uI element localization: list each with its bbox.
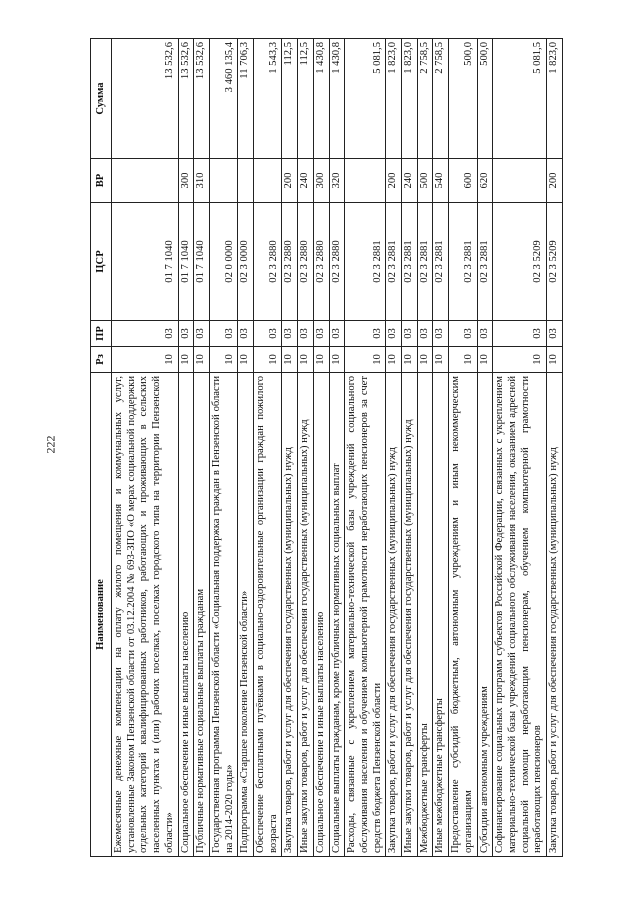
cell-csr: 02 3 2881 (402, 203, 418, 321)
cell-rz: 10 (209, 347, 237, 373)
cell-sum: 1 430,8 (313, 39, 329, 159)
cell-sum: 2 758,5 (417, 39, 433, 159)
cell-name: Обеспечение бесплатными путёвками в социально-оздоровительные организации граждан пожилого возраста (254, 373, 282, 857)
cell-pr: 03 (402, 321, 418, 347)
cell-csr: 01 7 1040 (178, 203, 194, 321)
cell-pr: 03 (477, 321, 493, 347)
cell-vr (209, 159, 237, 203)
table-row (178, 39, 194, 857)
cell-rz: 10 (417, 347, 433, 373)
cell-rz: 10 (433, 347, 449, 373)
table-row (282, 39, 298, 857)
cell-name: Расходы, связанные с укреплением материально-технической базы учреждений социального обслуживания населения и обучением компьютерной грамотности неработающих пенсионеров за счет средств бюджета Пензенской области (345, 373, 386, 857)
table-row (417, 39, 433, 857)
cell-sum: 1 823,0 (547, 39, 563, 159)
cell-sum: 1 823,0 (402, 39, 418, 159)
cell-csr: 02 0 0000 (209, 203, 237, 321)
cell-sum: 112,5 (298, 39, 314, 159)
cell-vr: 310 (194, 159, 210, 203)
cell-vr: 600 (449, 159, 477, 203)
cell-pr: 03 (433, 321, 449, 347)
cell-vr: 320 (329, 159, 345, 203)
cell-pr: 03 (417, 321, 433, 347)
cell-vr (493, 159, 547, 203)
cell-name: Межбюджетные трансферты (417, 373, 433, 857)
cell-name: Закупка товаров, работ и услуг для обеспечения государственных (муниципальных) нужд (547, 373, 563, 857)
cell-sum: 11 706,3 (238, 39, 254, 159)
cell-pr: 03 (254, 321, 282, 347)
cell-vr: 300 (178, 159, 194, 203)
cell-pr: 03 (282, 321, 298, 347)
table-row (449, 39, 477, 857)
cell-csr: 02 3 2881 (433, 203, 449, 321)
cell-vr: 620 (477, 159, 493, 203)
cell-name: Государственная программа Пензенской области «Социальная поддержка граждан в Пензенской области на 2014-2020 годы» (209, 373, 237, 857)
cell-sum: 5 081,5 (493, 39, 547, 159)
cell-rz: 10 (238, 347, 254, 373)
cell-sum: 112,5 (282, 39, 298, 159)
table-row (477, 39, 493, 857)
cell-rz: 10 (493, 347, 547, 373)
cell-vr (254, 159, 282, 203)
cell-csr: 02 3 2881 (386, 203, 402, 321)
cell-vr: 200 (282, 159, 298, 203)
page-number: 222 (43, 435, 58, 454)
cell-pr: 03 (238, 321, 254, 347)
cell-csr: 02 3 2880 (313, 203, 329, 321)
cell-name: Иные закупки товаров, работ и услуг для обеспечения государственных (муниципальных) нужд (298, 373, 314, 857)
cell-pr: 03 (298, 321, 314, 347)
cell-sum: 1 430,8 (329, 39, 345, 159)
cell-name: Иные межбюджетные трансферты (433, 373, 449, 857)
cell-rz: 10 (313, 347, 329, 373)
header-sum: Сумма (91, 39, 112, 159)
cell-sum: 1 543,3 (254, 39, 282, 159)
table-row (386, 39, 402, 857)
cell-vr: 200 (547, 159, 563, 203)
cell-csr: 02 3 2880 (298, 203, 314, 321)
cell-pr: 03 (329, 321, 345, 347)
cell-pr: 03 (386, 321, 402, 347)
table-row (298, 39, 314, 857)
cell-pr: 03 (547, 321, 563, 347)
table-row (194, 39, 210, 857)
cell-rz: 10 (194, 347, 210, 373)
cell-csr: 02 3 2880 (254, 203, 282, 321)
cell-rz: 10 (345, 347, 386, 373)
cell-rz: 10 (298, 347, 314, 373)
table-row (238, 39, 254, 857)
cell-pr: 03 (313, 321, 329, 347)
table-row (313, 39, 329, 857)
cell-rz: 10 (402, 347, 418, 373)
cell-vr: 500 (417, 159, 433, 203)
cell-name: Подпрограмма «Старшее поколение Пензенской области» (238, 373, 254, 857)
cell-csr: 02 3 5209 (493, 203, 547, 321)
cell-csr: 02 3 2881 (345, 203, 386, 321)
cell-name: Социальное обеспечение и иные выплаты населению (178, 373, 194, 857)
header-rz: Рз (91, 347, 112, 373)
cell-vr: 300 (313, 159, 329, 203)
cell-name: Закупка товаров, работ и услуг для обеспечения государственных (муниципальных) нужд (282, 373, 298, 857)
cell-rz: 10 (449, 347, 477, 373)
cell-sum: 1 823,0 (386, 39, 402, 159)
table-header-row (91, 39, 112, 857)
cell-rz: 10 (112, 347, 179, 373)
cell-rz: 10 (178, 347, 194, 373)
cell-sum: 13 532,6 (194, 39, 210, 159)
cell-name: Софинансирование социальных программ субъектов Российской Федерации, связанных с укреплением материально-технической базы учреждений социального обслуживания населения, оказанием адресной социальной помощи неработающим пенсионерам, обучением компьютерной грамотности неработающих пенсионеров (493, 373, 547, 857)
table-row (254, 39, 282, 857)
cell-csr: 01 7 1040 (112, 203, 179, 321)
cell-rz: 10 (477, 347, 493, 373)
cell-vr (345, 159, 386, 203)
header-csr: ЦСР (91, 203, 112, 321)
cell-pr: 03 (345, 321, 386, 347)
cell-name: Субсидии автономным учреждениям (477, 373, 493, 857)
cell-name: Социальное обеспечение и иные выплаты населению (313, 373, 329, 857)
cell-pr: 03 (449, 321, 477, 347)
cell-vr (238, 159, 254, 203)
budget-table-container (90, 39, 606, 857)
table-body (112, 39, 563, 857)
table-row (112, 39, 179, 857)
cell-name: Предоставление субсидий бюджетным, автономным учреждениям и иным некоммерческим организациям (449, 373, 477, 857)
cell-pr: 03 (209, 321, 237, 347)
cell-name: Публичные нормативные социальные выплаты гражданам (194, 373, 210, 857)
cell-rz: 10 (329, 347, 345, 373)
cell-vr (112, 159, 179, 203)
cell-name: Ежемесячные денежные компенсации на оплату жилого помещения и коммунальных услуг, установленные Законом Пензенской области от 03.12.2004 № 693-ЗПО «О мерах социальной поддержки отдельных категорий квалифицированных работников, работающих и проживающих в сельских населенных пунктах и (или) рабочих поселках, поселках городского типа на территории Пензенской области» (112, 373, 179, 857)
cell-sum: 2 758,5 (433, 39, 449, 159)
table-row (209, 39, 237, 857)
cell-csr: 02 3 2881 (449, 203, 477, 321)
cell-vr: 240 (402, 159, 418, 203)
header-name: Наименование (91, 373, 112, 857)
cell-csr: 02 3 2881 (417, 203, 433, 321)
cell-vr: 540 (433, 159, 449, 203)
cell-pr: 03 (194, 321, 210, 347)
cell-rz: 10 (547, 347, 563, 373)
table-row (547, 39, 563, 857)
cell-pr: 03 (178, 321, 194, 347)
table-row (402, 39, 418, 857)
cell-csr: 02 3 2880 (329, 203, 345, 321)
cell-sum: 3 460 135,4 (209, 39, 237, 159)
cell-rz: 10 (282, 347, 298, 373)
cell-pr: 03 (493, 321, 547, 347)
header-vr: ВР (91, 159, 112, 203)
budget-table (90, 38, 563, 857)
cell-rz: 10 (386, 347, 402, 373)
cell-csr: 02 3 2880 (282, 203, 298, 321)
table-row (433, 39, 449, 857)
cell-csr: 02 3 0000 (238, 203, 254, 321)
cell-name: Иные закупки товаров, работ и услуг для обеспечения государственных (муниципальных) нужд (402, 373, 418, 857)
cell-csr: 02 3 2881 (477, 203, 493, 321)
cell-sum: 5 081,5 (345, 39, 386, 159)
cell-name: Социальные выплаты гражданам, кроме публичных нормативных социальных выплат (329, 373, 345, 857)
cell-name: Закупка товаров, работ и услуг для обеспечения государственных (муниципальных) нужд (386, 373, 402, 857)
cell-vr: 200 (386, 159, 402, 203)
cell-csr: 01 7 1040 (194, 203, 210, 321)
cell-sum: 500,0 (449, 39, 477, 159)
cell-sum: 13 532,6 (112, 39, 179, 159)
cell-pr: 03 (112, 321, 179, 347)
table-row (329, 39, 345, 857)
table-row (493, 39, 547, 857)
cell-sum: 13 532,6 (178, 39, 194, 159)
cell-csr: 02 3 5209 (547, 203, 563, 321)
header-pr: ПР (91, 321, 112, 347)
cell-sum: 500,0 (477, 39, 493, 159)
table-row (345, 39, 386, 857)
cell-rz: 10 (254, 347, 282, 373)
cell-vr: 240 (298, 159, 314, 203)
